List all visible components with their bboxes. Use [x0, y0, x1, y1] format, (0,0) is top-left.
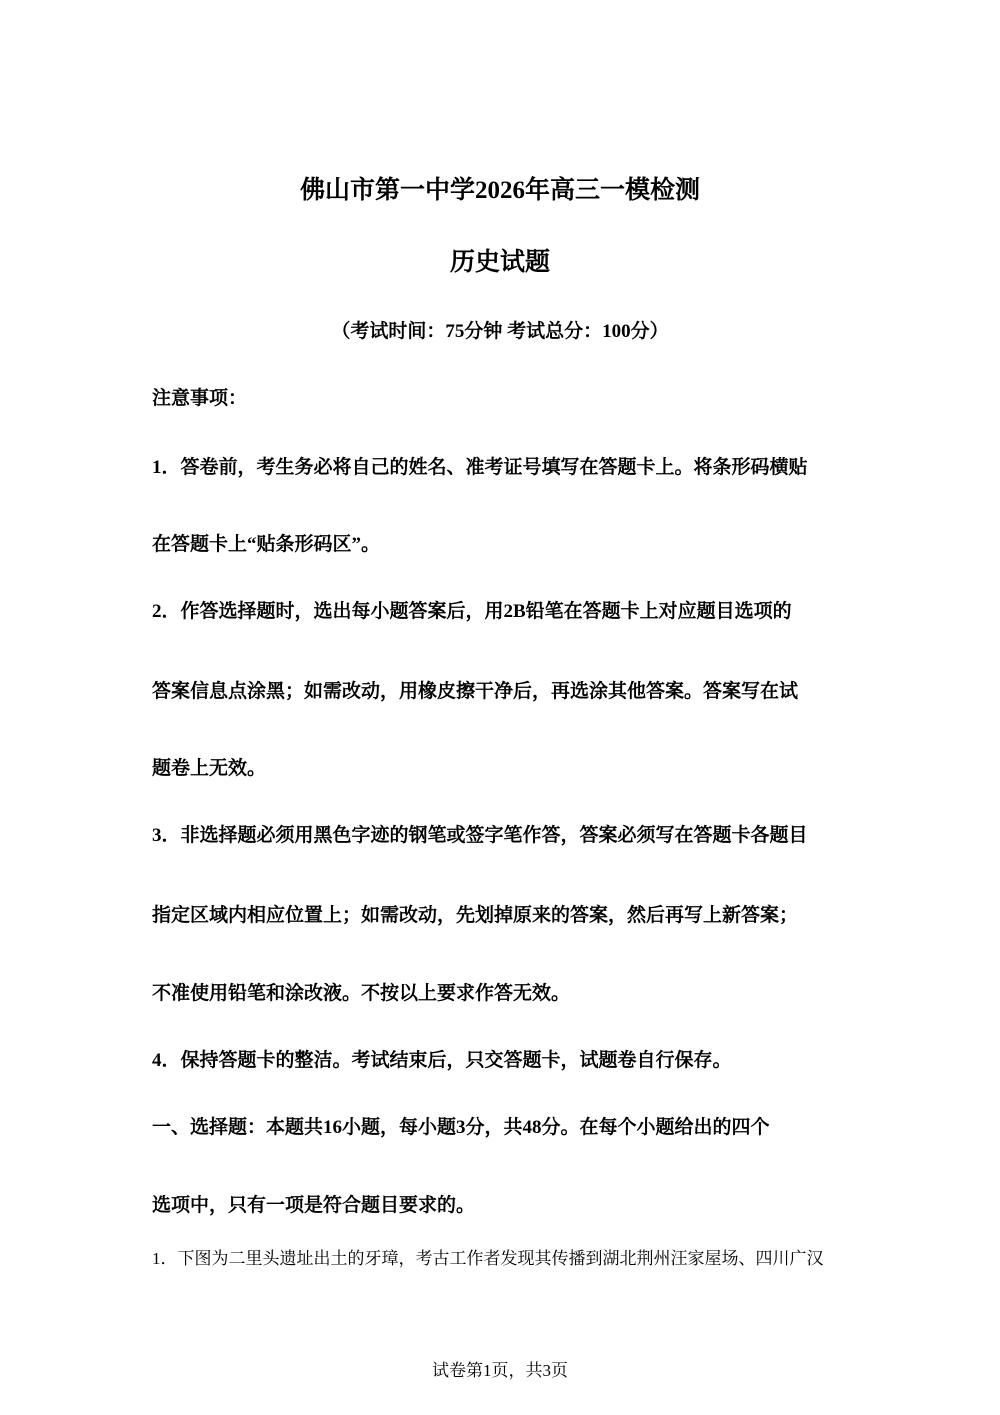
notice-line: 在答题卡上“贴条形码区”。: [152, 534, 381, 555]
notice-heading: 注意事项：: [152, 388, 248, 409]
section-heading: 一、选择题：本题共16小题，每小题3分，共48分。在每个小题给出的四个: [152, 1117, 770, 1138]
notice-line: 2．作答选择题时，选出每小题答案后，用2B铅笔在答题卡上对应题目选项的: [152, 601, 792, 622]
notice-line: 不准使用铅笔和涂改液。不按以上要求作答无效。: [152, 983, 571, 1004]
notice-line: 答案信息点涂黑；如需改动，用橡皮擦干净后，再选涂其他答案。答案写在试: [152, 681, 799, 702]
question-text: 1．下图为二里头遗址出土的牙璋，考古工作者发现其传播到湖北荆州汪家屋场、四川广汉: [152, 1249, 824, 1268]
page-footer: 试卷第1页，共3页: [432, 1361, 568, 1380]
notice-line: 题卷上无效。: [152, 758, 267, 779]
exam-title: 佛山市第一中学2026年高三一模检测: [299, 177, 700, 204]
notice-line: 3．非选择题必须用黑色字迹的钢笔或签字笔作答，答案必须写在答题卡各题目: [152, 825, 808, 846]
exam-info: （考试时间：75分钟 考试总分：100分）: [331, 321, 669, 342]
notice-line: 指定区域内相应位置上；如需改动，先划掉原来的答案，然后再写上新答案；: [152, 905, 799, 926]
notice-line: 1．答卷前，考生务必将自己的姓名、准考证号填写在答题卡上。将条形码横贴: [152, 457, 808, 478]
subject-title: 历史试题: [449, 249, 550, 276]
notice-line: 4．保持答题卡的整洁。考试结束后，只交答题卡，试题卷自行保存。: [152, 1050, 732, 1071]
section-heading: 选项中，只有一项是符合题目要求的。: [152, 1195, 476, 1216]
